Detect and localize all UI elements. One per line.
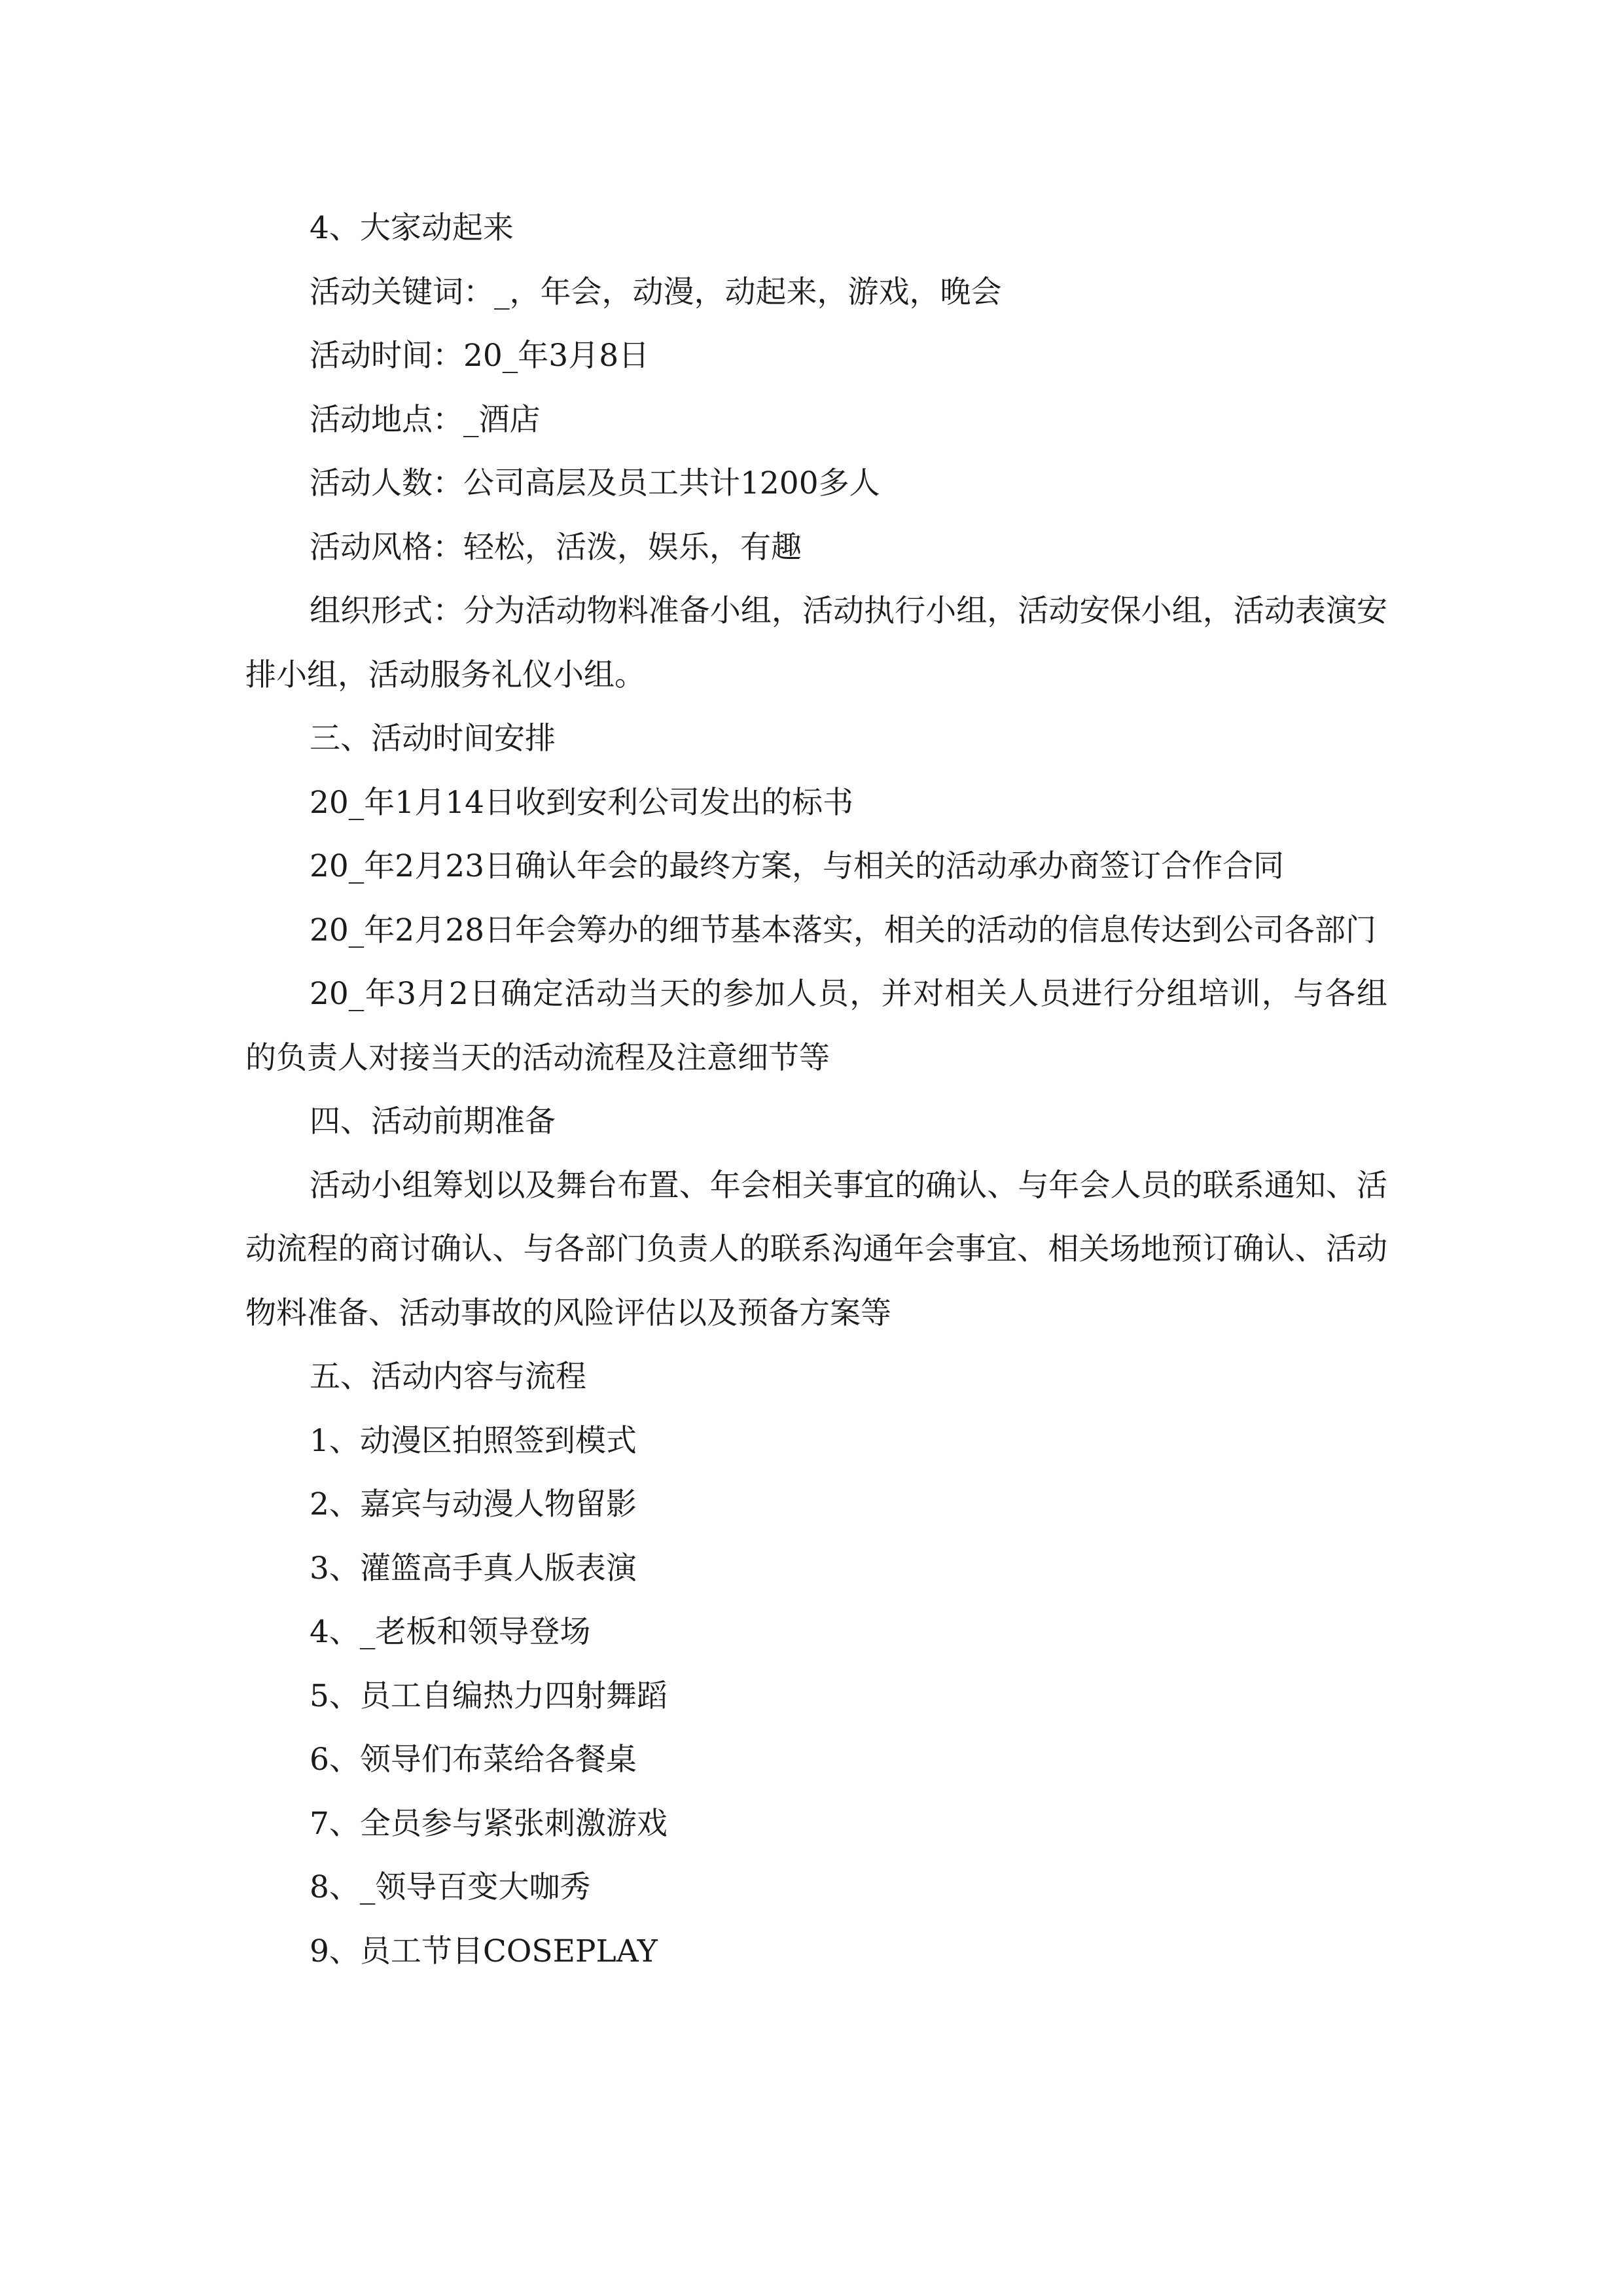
heading-schedule: 三、活动时间安排 [310,721,556,757]
paragraph-style: 活动风格：轻松，活泼，娱乐，有趣 [310,529,802,565]
list-item: 3、灌篮高手真人版表演 [310,1550,637,1587]
heading-content-flow: 五、活动内容与流程 [310,1359,586,1395]
list-item: 7、全员参与紧张刺激游戏 [310,1805,668,1842]
paragraph-schedule-item: 20_年2月28日年会筹办的细节基本落实，相关的活动的信息传达到公司各部门 [310,912,1377,948]
paragraph-location: 活动地点：_酒店 [310,401,541,438]
list-item: 2、嘉宾与动漫人物留影 [310,1486,637,1522]
paragraph-schedule-item: 20_年1月14日收到安利公司发出的标书 [310,784,854,821]
list-item: 4、_老板和领导登场 [310,1614,591,1650]
paragraph-schedule-item: 20_年2月23日确认年会的最终方案，与相关的活动承办商签订合作合同 [310,848,1285,884]
list-item: 5、员工自编热力四射舞蹈 [310,1677,668,1714]
list-item: 9、员工节目COSEPLAY [310,1933,658,1969]
list-item: 6、领导们布菜给各餐桌 [310,1742,637,1778]
paragraph-preparation: 活动小组筹划以及舞台布置、年会相关事宜的确认、与年会人员的联系通知、活动流程的商讨确认、与各部门负责人的联系沟通年会事宜、相关场地预订确认、活动物料准备、活动事故的风险评估以及预备方案等 [245,1167,1387,1331]
paragraph-keywords: 活动关键词：_，年会，动漫，动起来，游戏，晚会 [310,274,1002,310]
paragraph-section-heading: 4、大家动起来 [310,210,514,246]
list-item: 1、动漫区拍照签到模式 [310,1422,637,1459]
document-body [245,196,1387,1983]
list-item: 8、_领导百变大咖秀 [310,1869,591,1905]
paragraph-schedule-item: 20_年3月2日确定活动当天的参加人员，并对相关人员进行分组培训，与各组的负责人对接当天的活动流程及注意细节等 [245,976,1387,1076]
heading-preparation: 四、活动前期准备 [310,1103,556,1139]
paragraph-attendees: 活动人数：公司高层及员工共计1200多人 [310,465,880,501]
paragraph-time: 活动时间：20_年3月8日 [310,338,650,374]
paragraph-organization: 组织形式：分为活动物料准备小组，活动执行小组，活动安保小组，活动表演安排小组，活动服务礼仪小组。 [245,593,1387,693]
